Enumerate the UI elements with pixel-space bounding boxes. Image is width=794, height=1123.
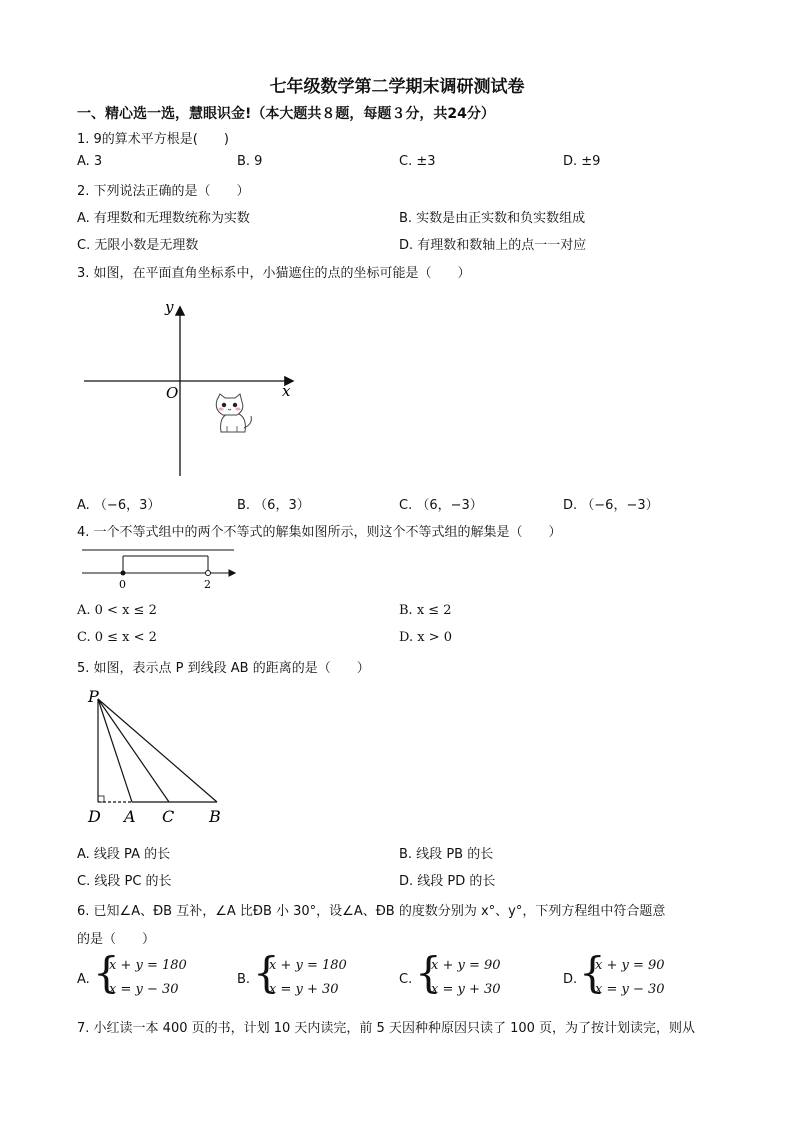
brace-icon: { xyxy=(93,948,120,997)
tick-label-0: 0 xyxy=(119,578,126,591)
q6-b-eq2: x = y + 30 xyxy=(269,982,339,997)
q6-d-eq1: x + y = 90 xyxy=(595,958,665,973)
question-2-stem: 2. 下列说法正确的是（ ） xyxy=(77,184,250,199)
q2-option-b: B. 实数是由正实数和负实数组成 xyxy=(399,211,586,226)
q6-option-d-label: D. xyxy=(563,972,578,987)
q3-option-c: C. （6，−3） xyxy=(399,498,483,513)
q6-b-eq1: x + y = 180 xyxy=(269,958,347,973)
q5-option-c: C. 线段 PC 的长 xyxy=(77,874,172,889)
page-title: 七年级数学第二学期末调研测试卷 xyxy=(269,77,525,97)
section-heading: 一、精心选一选，慧眼识金!（本大题共８题，每题３分，共24分） xyxy=(77,106,495,122)
q1-option-c: C. ±3 xyxy=(399,154,436,169)
number-line-figure xyxy=(78,542,243,592)
q2-option-d: D. 有理数和数轴上的点一一对应 xyxy=(399,238,587,253)
q6-c-eq1: x + y = 90 xyxy=(431,958,501,973)
question-5-stem: 5. 如图，表示点 P 到线段 AB 的距离的是（ ） xyxy=(77,661,370,676)
y-axis-label: y xyxy=(165,298,174,316)
q6-option-a-label: A. xyxy=(77,972,90,987)
q6-a-eq2: x = y − 30 xyxy=(109,982,179,997)
point-a-label: A xyxy=(124,807,136,826)
triangle-figure xyxy=(84,684,234,829)
question-7-stem: 7. 小红读一本 400 页的书，计划 10 天内读完，前 5 天因种种原因只读了 100 页，为了按计划读完，则从 xyxy=(77,1021,696,1036)
q5-option-a: A. 线段 PA 的长 xyxy=(77,847,171,862)
q2-option-a: A. 有理数和无理数统称为实数 xyxy=(77,211,250,226)
q3-option-a: A. （−6，3） xyxy=(77,498,161,513)
tick-label-2: 2 xyxy=(204,578,211,591)
point-b-label: B xyxy=(209,807,221,826)
brace-icon: { xyxy=(415,948,442,997)
q2-option-c: C. 无限小数是无理数 xyxy=(77,238,199,253)
question-4-stem: 4. 一个不等式组中的两个不等式的解集如图所示，则这个不等式组的解集是（ ） xyxy=(77,525,562,540)
question-6-stem-line2: 的是（ ） xyxy=(77,932,156,947)
q6-a-eq1: x + y = 180 xyxy=(109,958,187,973)
open-point-2 xyxy=(206,571,211,576)
q3-option-d: D. （−6，−3） xyxy=(563,498,659,513)
q4-option-b: B. x ≤ 2 xyxy=(399,603,452,618)
q4-option-a: A. 0 < x ≤ 2 xyxy=(77,603,157,618)
q6-c-eq2: x = y + 30 xyxy=(431,982,501,997)
q6-option-c-label: C. xyxy=(399,972,413,987)
q1-option-b: B. 9 xyxy=(237,154,263,169)
question-3-stem: 3. 如图，在平面直角坐标系中，小猫遮住的点的坐标可能是（ ） xyxy=(77,266,471,281)
point-c-label: C xyxy=(162,807,175,826)
question-1-stem: 1. 9的算术平方根是( ) xyxy=(77,132,229,147)
point-p-label: P xyxy=(88,687,99,706)
brace-icon: { xyxy=(579,948,606,997)
q5-option-b: B. 线段 PB 的长 xyxy=(399,847,494,862)
q4-option-c: C. 0 ≤ x < 2 xyxy=(77,630,157,645)
cat-icon xyxy=(216,394,251,432)
point-d-label: D xyxy=(88,807,101,826)
q3-option-b: B. （6，3） xyxy=(237,498,310,513)
x-axis-label: x xyxy=(282,382,291,400)
question-6-stem-line1: 6. 已知∠A、ÐB 互补，∠A 比ÐB 小 30°，设∠A、ÐB 的度数分别为 x°、y°，下列方程组中符合题意 xyxy=(77,904,666,919)
q5-option-d: D. 线段 PD 的长 xyxy=(399,874,496,889)
origin-label: O xyxy=(166,384,179,402)
coordinate-plane-figure xyxy=(80,296,300,481)
closed-point-0 xyxy=(121,571,126,576)
q1-option-d: D. ±9 xyxy=(563,154,601,169)
brace-icon: { xyxy=(253,948,280,997)
q1-option-a: A. 3 xyxy=(77,154,103,169)
q4-option-d: D. x > 0 xyxy=(399,630,452,645)
q6-option-b-label: B. xyxy=(237,972,251,987)
q6-d-eq2: x = y − 30 xyxy=(595,982,665,997)
